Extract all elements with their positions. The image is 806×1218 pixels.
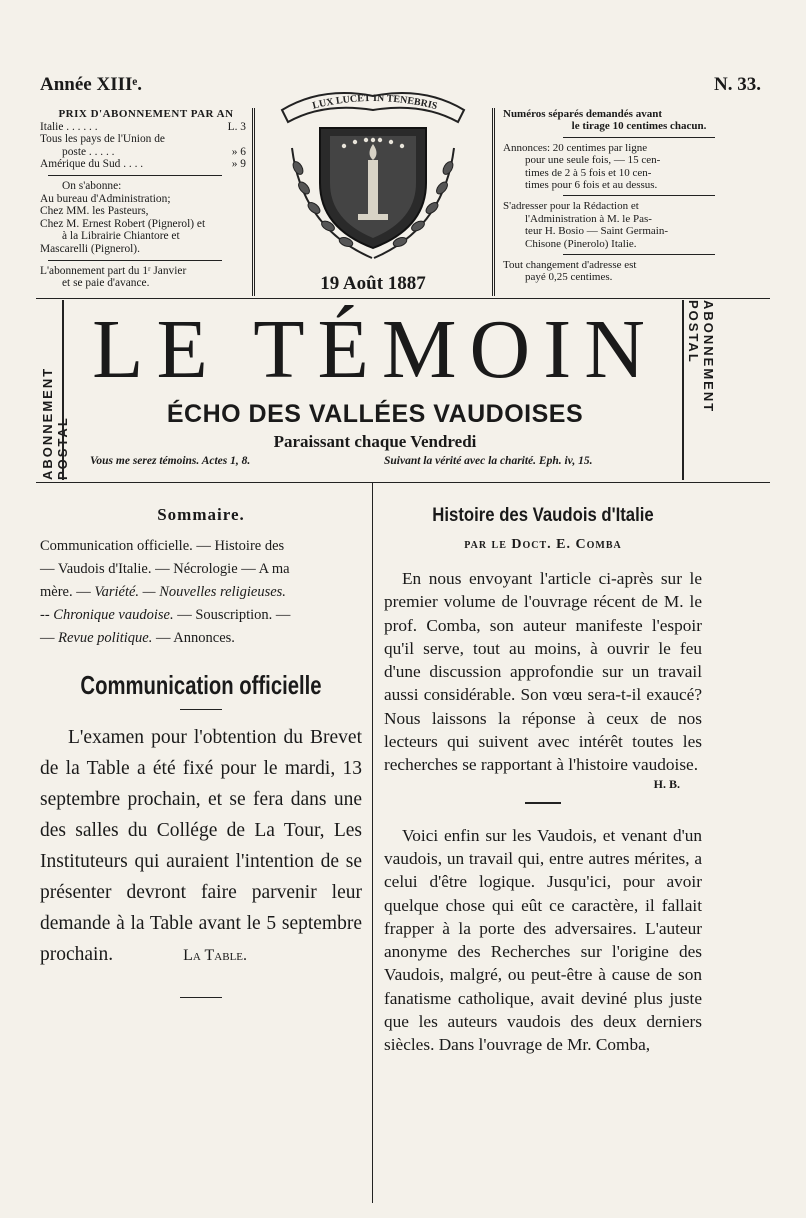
abonne-line: Au bureau d'Administration; <box>40 192 171 205</box>
divider <box>48 260 222 261</box>
epigraph-left: Vous me serez témoins. Actes 1, 8. <box>90 455 251 467</box>
divider <box>563 195 715 196</box>
sommaire-line: — Vaudois d'Italie. — Nécrologie — A ma <box>40 561 290 577</box>
sommaire-line: Communication officielle. — Histoire des <box>40 538 285 554</box>
info-line: Chisone (Pinerolo) Italie. <box>525 237 637 250</box>
header-rule <box>36 298 770 299</box>
annee-label: Année XIIIᵉ. <box>40 74 143 95</box>
sommaire-line: -- Chronique vaudoise. — Souscription. — <box>40 607 291 623</box>
signature: La Table. <box>183 947 248 964</box>
info-line: Numéros séparés demandés avant <box>503 108 662 120</box>
abonne-line: Chez M. Ernest Robert (Pignerol) et <box>40 217 206 230</box>
sommaire-body <box>40 535 362 650</box>
newspaper-subtitle: ÉCHO DES VALLÉES VAUDOISES <box>166 400 584 428</box>
info-line: S'adresser pour la Rédaction et <box>503 200 639 213</box>
info-line: teur H. Bosio — Saint Germain- <box>525 225 668 238</box>
newspaper-title: LE TÉMOIN <box>92 303 658 396</box>
info-line: Tout changement d'adresse est <box>503 259 637 272</box>
histoire-author: par le Doct. E. Comba <box>464 537 622 552</box>
masthead-rule <box>36 482 770 483</box>
coat-of-arms-emblem <box>262 88 484 268</box>
abonnement-box <box>40 108 255 296</box>
histoire-body: Voici enfin sur les Vaudois, et venant d'un vaudois, un travail qui, entre autres mérites, a celui d'être logique. Jusqu'ici, pour avoir quelque chose qui eût ce caractère, il fallait frapper à la porte des adversaires. L'auteur anonyme des Recherches sur l'origine des Vaudois, malgré, ou peut-être à cause de son fanatisme catholique, avait deviné plus juste que les auteurs vaudois des deux derniers siècles. Dans l'ouvrage de Mr. Comba, <box>384 825 702 1055</box>
right-column <box>384 505 702 1057</box>
side-label-left: ABONNEMENT POSTAL <box>40 366 70 480</box>
price-row: poste . . . . . » 6 <box>62 145 246 158</box>
issue-date: 19 Août 1887 <box>320 273 426 294</box>
left-column <box>40 505 362 1006</box>
divider <box>525 802 561 804</box>
abonnement-title: PRIX D'ABONNEMENT PAR AN <box>58 108 234 120</box>
initials: H. B. <box>653 776 680 791</box>
histoire-intro: En nous envoyant l'article ci-après sur le premier volume de l'ouvrage récent de M. le prof. Comba, son auteur manifeste l'espoir qu'il serve, tout au moins, à ouvrir le feu d'une discussion approfondie sur un travail aussi considérable. Son vœu sera-t-il exaucé? Nous laissons la réponse à ceux de nos lecteurs qui suivent avec intérêt toutes les recherches se rapportant à l'histoire vaudoise. <box>384 569 702 775</box>
divider <box>180 709 222 710</box>
abonne-line: Mascarelli (Pignerol). <box>40 242 140 255</box>
abonnement-footer: et se paie d'avance. <box>62 277 150 290</box>
sommaire-line: mère. — Variété. — Nouvelles religieuses. <box>40 584 286 600</box>
epigraph-right: Suivant la vérité avec la charité. Eph. iv, 15. <box>384 455 593 467</box>
info-box <box>492 108 775 296</box>
price-row: Amérique du Sud . . . . » 9 <box>40 158 246 171</box>
side-label-right: ABONNEMENT POSTAL <box>686 300 716 414</box>
sommaire-title: Sommaire. <box>157 505 245 524</box>
histoire-heading: Histoire des Vaudois d'Italie <box>432 505 654 526</box>
info-line: payé 0,25 centimes. <box>525 271 613 284</box>
divider <box>563 137 715 138</box>
info-line: times pour 6 fois et au dessus. <box>525 179 658 192</box>
side-divider <box>682 300 684 480</box>
info-line: l'Administration à M. le Pas- <box>525 212 652 225</box>
emblem-motto: LUX LUCET IN TENEBRIS <box>311 92 439 113</box>
info-line: Annonces: 20 centimes par ligne <box>503 141 648 154</box>
column-divider <box>372 483 373 1203</box>
communication-heading: Communication officielle <box>80 670 322 700</box>
info-line: times de 2 à 5 fois et 10 cen- <box>525 166 652 179</box>
info-line: le tirage 10 centimes chacun. <box>571 120 707 133</box>
abonne-line: Chez MM. les Pasteurs, <box>40 205 149 218</box>
publication-frequency: Paraissant chaque Vendredi <box>273 432 477 451</box>
numero-label: N. 33. <box>714 74 761 95</box>
price-row: Tous les pays de l'Union de <box>40 133 165 146</box>
side-divider <box>62 300 64 480</box>
price-row: Italie . . . . . . L. 3 <box>40 120 246 133</box>
abonnement-footer: L'abonnement part du 1ʳ Janvier <box>40 264 187 277</box>
abonne-line: à la Librairie Chiantore et <box>62 230 180 243</box>
communication-body: L'examen pour l'obtention du Brevet de la Table a été fixé pour le mardi, 13 septembre prochain, et se fera dans une des salles du Collége de La Tour, Les Instituteurs qui auraient l'intention de se présenter devront faire parvenir leur demande à la Table avant le 5 septembre prochain. La Table. <box>40 727 362 965</box>
divider <box>48 175 222 176</box>
sommaire-line: — Revue politique. — Annonces. <box>40 630 235 646</box>
on-abonne: On s'abonne: <box>62 179 122 192</box>
divider <box>563 254 715 255</box>
info-line: pour une seule fois, — 15 cen- <box>525 154 661 167</box>
divider <box>180 997 222 998</box>
